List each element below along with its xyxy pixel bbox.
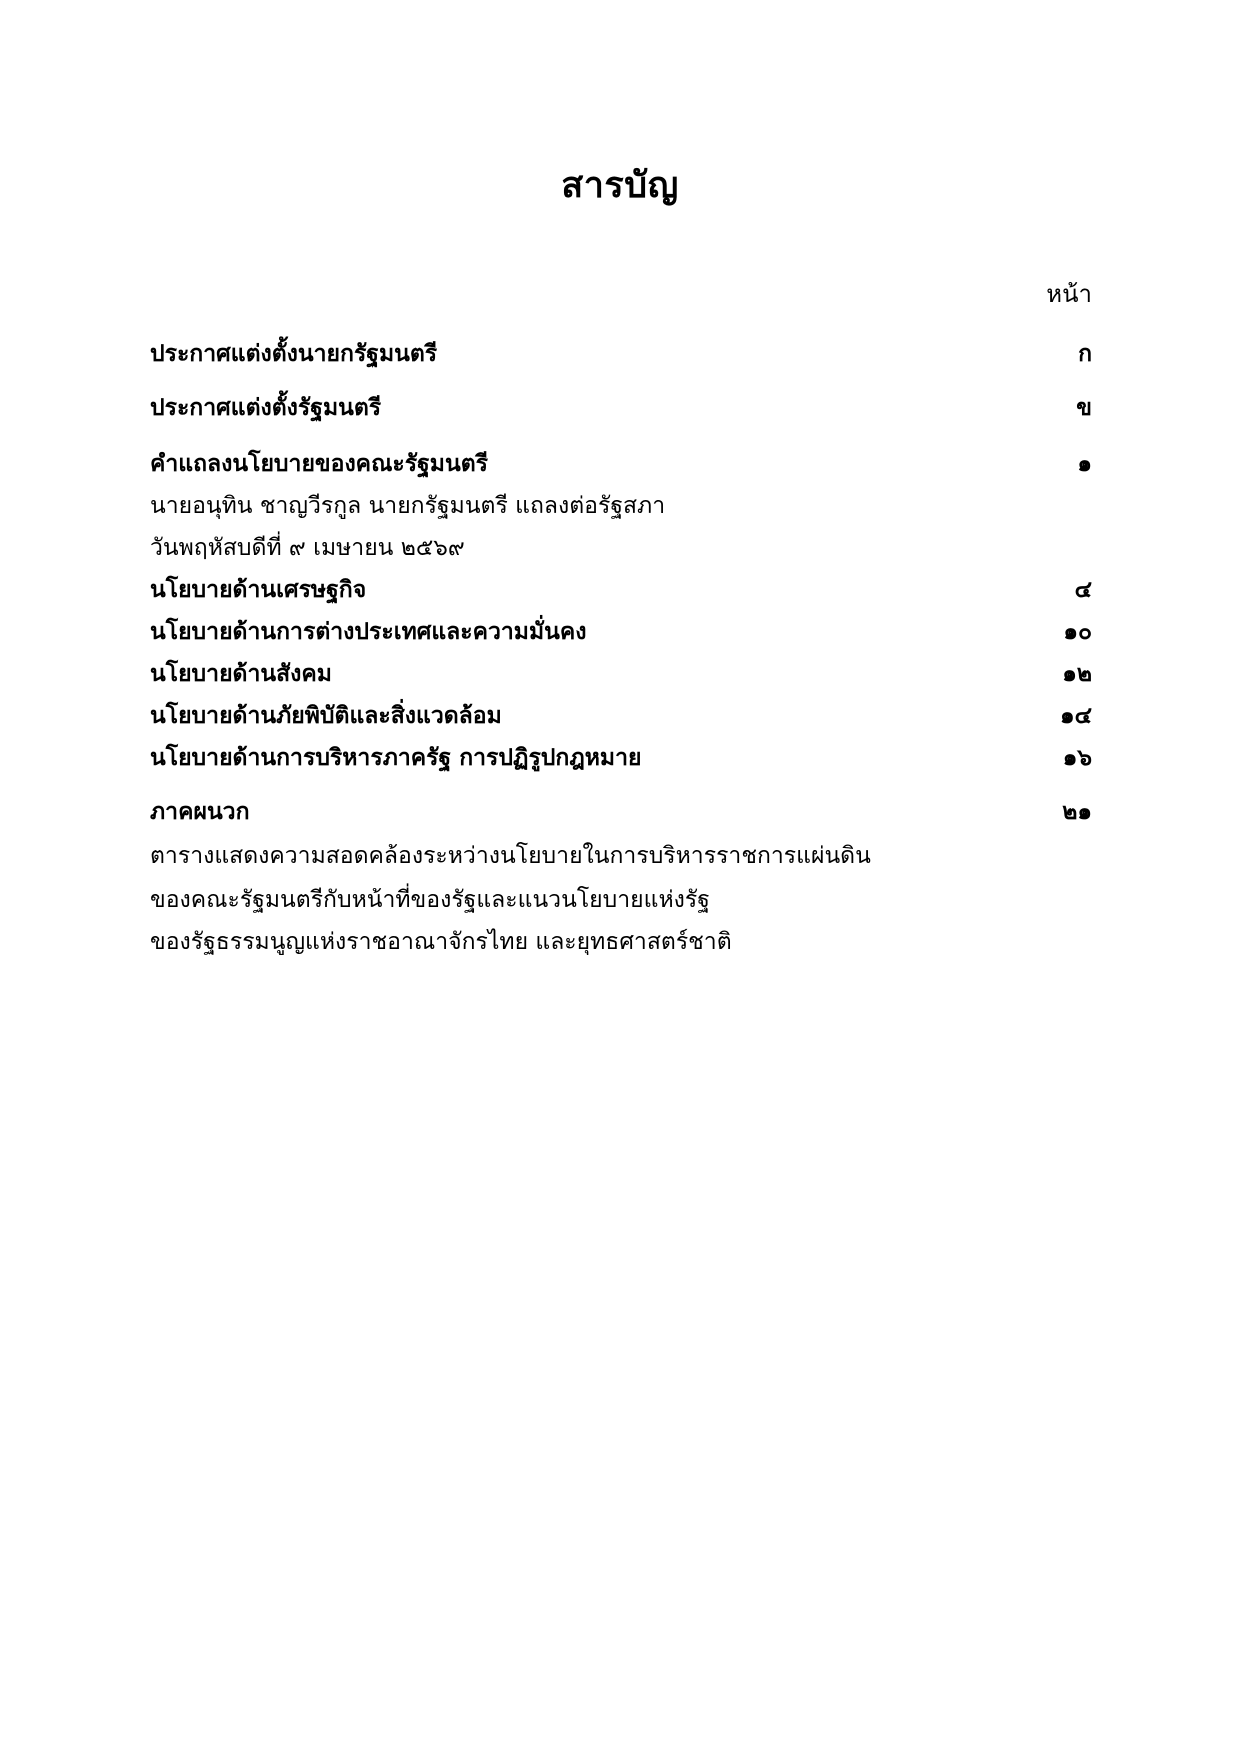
toc-entry-page-number: ข: [1076, 395, 1092, 421]
toc-entry-foreign-security-policy: [150, 612, 1092, 652]
toc-entry-public-admin-policy: [150, 738, 1092, 778]
toc-subline-text: ของรัฐธรรมนูญแห่งราชอาณาจักรไทย และยุทธศาสตร์ชาติ: [150, 929, 732, 955]
toc-subline: [150, 922, 1092, 962]
toc-entry-label: ภาคผนวก: [150, 799, 250, 825]
toc-subline: [150, 836, 1092, 876]
toc-entry-label: ประกาศแต่งตั้งรัฐมนตรี: [150, 395, 382, 421]
toc-entry-appointment-ministers: [150, 388, 1092, 428]
page-column-header: หน้า: [1046, 280, 1092, 308]
toc-entry-policy-statement: [150, 444, 1092, 484]
toc-subline: [150, 528, 1092, 568]
toc-entry-social-policy: [150, 654, 1092, 694]
toc-entry-page-number: ๑๔: [1059, 703, 1092, 729]
page-title: สารบัญ: [561, 165, 679, 206]
toc-entry-appendix: [150, 792, 1092, 832]
toc-subline: [150, 880, 1092, 920]
toc-subline-text: วันพฤหัสบดีที่ ๙ เมษายน ๒๕๖๙: [150, 535, 465, 561]
toc-entry-page-number: ก: [1078, 341, 1092, 367]
toc-entry-label: นโยบายด้านภัยพิบัติและสิ่งแวดล้อม: [150, 703, 502, 729]
toc-entry-page-number: ๑๒: [1062, 661, 1092, 687]
toc-entry-label: นโยบายด้านการบริหารภาครัฐ การปฏิรูปกฎหมาย: [150, 745, 642, 771]
toc-entry-disaster-environment-policy: [150, 696, 1092, 736]
toc-entry-economic-policy: [150, 570, 1092, 610]
toc-entry-page-number: ๑๐: [1063, 619, 1092, 645]
toc-subline-text: ตารางแสดงความสอดคล้องระหว่างนโยบายในการบริหารราชการแผ่นดิน: [150, 843, 871, 869]
toc-entry-label: ประกาศแต่งตั้งนายกรัฐมนตรี: [150, 341, 438, 367]
toc-subline-text: ของคณะรัฐมนตรีกับหน้าที่ของรัฐและแนวนโยบายแห่งรัฐ: [150, 887, 710, 913]
toc-entry-appointment-prime-minister: [150, 334, 1092, 374]
toc-entry-page-number: ๑: [1077, 451, 1092, 477]
toc-entry-page-number: ๔: [1074, 577, 1092, 603]
toc-entry-page-number: ๒๑: [1062, 799, 1092, 825]
toc-entry-label: นโยบายด้านสังคม: [150, 661, 332, 687]
toc-entry-label: คำแถลงนโยบายของคณะรัฐมนตรี: [150, 451, 488, 477]
toc-subline-text: นายอนุทิน ชาญวีรกูล นายกรัฐมนตรี แถลงต่อรัฐสภา: [150, 493, 666, 519]
toc-entry-label: นโยบายด้านการต่างประเทศและความมั่นคง: [150, 619, 587, 645]
toc-entry-page-number: ๑๖: [1062, 745, 1092, 771]
toc-subline: [150, 486, 1092, 526]
toc-entry-label: นโยบายด้านเศรษฐกิจ: [150, 577, 367, 603]
